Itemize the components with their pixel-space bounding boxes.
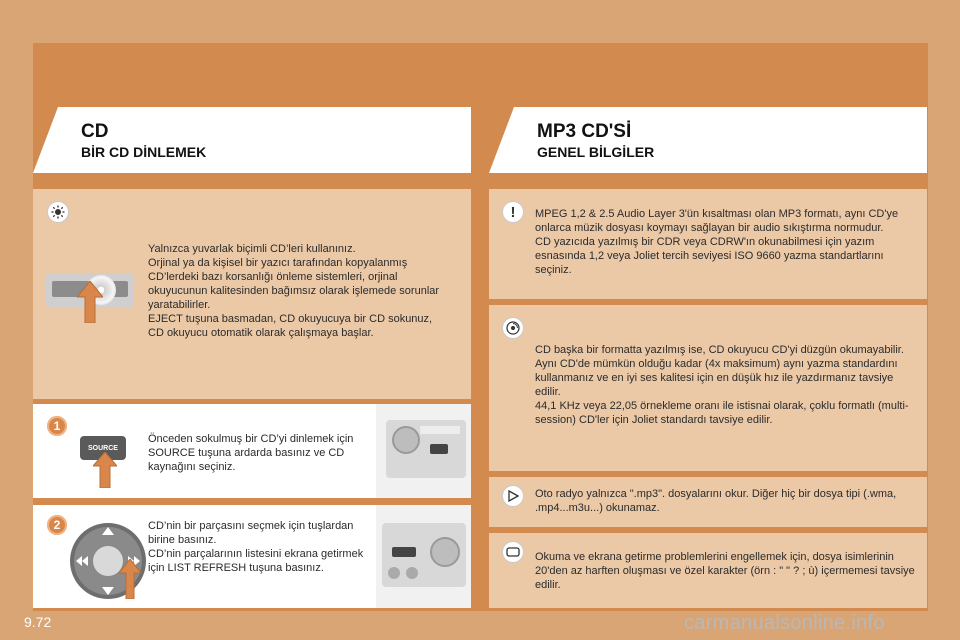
right-subtitle: GENEL BİLGİLER xyxy=(537,144,655,160)
source-button-label: SOURCE xyxy=(88,444,118,452)
left-subtitle: BİR CD DİNLEMEK xyxy=(81,144,207,160)
page-number: 9.72 xyxy=(24,614,52,630)
cd-format-panel xyxy=(489,305,927,471)
press-arrow-icon xyxy=(119,559,141,599)
cd-info-panel xyxy=(33,189,471,399)
step2-panel xyxy=(33,505,471,608)
step2-text: CD’nin bir parçasını seçmek için tuşlardan birine basınız. CD’nin parçalarının listesini ekrana getirmek için LIST REFRESH tuşuna basınız. xyxy=(148,520,364,574)
right-header xyxy=(489,107,927,173)
mp3-format-text: MPEG 1,2 & 2.5 Audio Layer 3'ün kısaltması olan MP3 formatı, aynı CD'ye onlarca müzik dosyası koymayı sağlayan bir audio sıkıştırma normudur. CD yazıcıda yazılmış bir CDR veya CDRW'ın okunabilmesi için yazım esnasında 1,2 veya Joliet tercih seviyesi ISO 9660 yazma standartlarını seçiniz. xyxy=(535,208,899,276)
watermark: carmanualsonline.info xyxy=(684,612,885,634)
radio-illustration xyxy=(376,505,471,608)
file-type-text: Oto radyo yalnızca ".mp3". dosyalarını okur. Diğer hiç bir dosya tipi (.wma, .mp4...m3u...) okunamaz. xyxy=(535,488,897,514)
exclamation-icon: ! xyxy=(502,201,524,223)
filename-panel xyxy=(489,533,927,608)
left-title: CD xyxy=(81,121,109,142)
step2-badge: 2 xyxy=(47,515,67,535)
mp3-format-panel xyxy=(489,189,927,299)
cd-format-text: CD başka bir formatta yazılmış ise, CD okuyucu CD'yi düzgün okumayabilir. Aynı CD'de mümkün olduğu kadar (4x maksimum) aynı yazma standardını kullanmanız ve en iyi ses kalitesi için en düşük hız ile yazdırmanız tavsiye edilir. 44,1 KHz veya 22,05 örnekleme oranı ile istisnai olarak, çoklu formatlı (multi-session) CD'ler için Joliet standardı tavsiye edilir. xyxy=(535,344,909,426)
header-tab xyxy=(33,107,58,173)
filename-text: Okuma ve ekrana getirme problemlerini engellemek için, dosya isimlerinin 20'den az harften oluşması ve özel karakter (örn : " " ? ; ù) içermemesi tavsiye edilir. xyxy=(535,551,915,591)
insert-arrow-icon xyxy=(77,281,103,323)
right-title: MP3 CD'Sİ xyxy=(537,121,632,142)
cd-info-text: Yalnızca yuvarlak biçimli CD’leri kullanınız. Orjinal ya da kişisel bir yazıcı tarafından kopyalanmış CD’lerdeki bazı korsanlığı önleme sistemleri, orjinal okuyucunun kalitesinden bağımsız olarak işlemede sorunlar yaratabilirler. EJECT tuşuna basmadan, CD okuyucuya bir CD sokunuz, CD okuyucu otomatik olarak çalışmaya başlar. xyxy=(148,243,440,339)
display-icon xyxy=(502,541,524,563)
file-type-panel xyxy=(489,477,927,527)
step1-badge: 1 xyxy=(47,416,67,436)
disc-icon xyxy=(502,317,524,339)
press-arrow-icon xyxy=(93,452,117,488)
radio-illustration xyxy=(376,404,471,498)
light-icon xyxy=(47,201,69,223)
step1-panel xyxy=(33,404,471,498)
header-tab xyxy=(489,107,514,173)
step1-text: Önceden sokulmuş bir CD’yi dinlemek için SOURCE tuşuna ardarda basınız ve CD kaynağını seçiniz. xyxy=(148,433,354,473)
left-header xyxy=(33,107,471,173)
play-icon xyxy=(502,485,524,507)
